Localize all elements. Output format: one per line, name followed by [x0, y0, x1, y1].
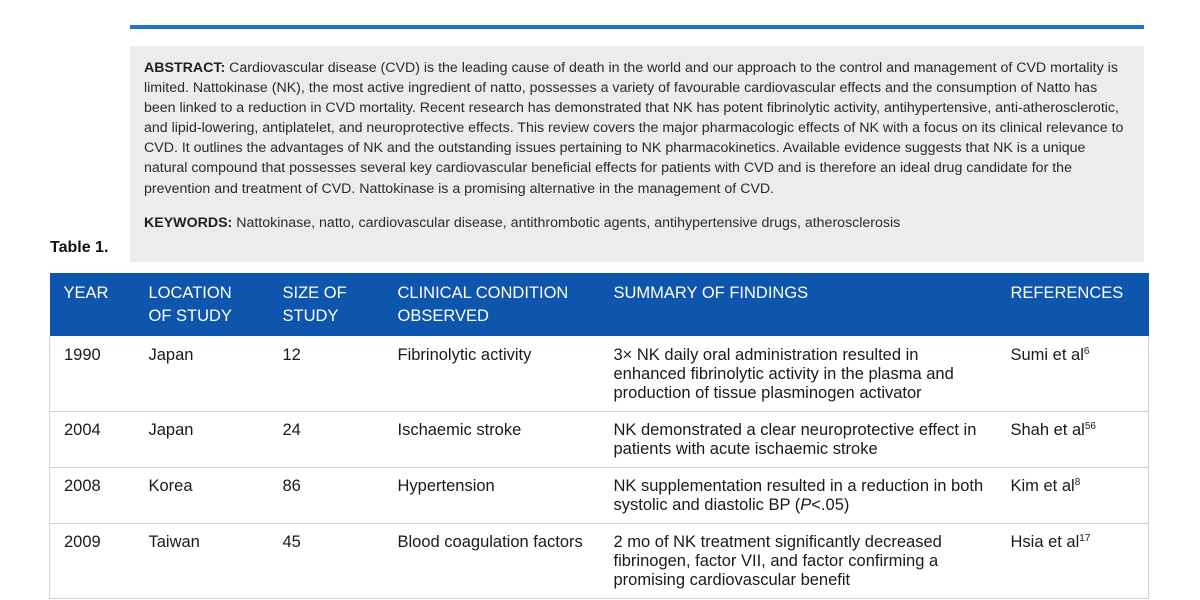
header-location: LOCATION OF STUDY [135, 273, 269, 336]
cell-summary: NK supplementation resulted in a reduction in both systolic and diastolic BP (P<.05) [600, 468, 997, 524]
cell-reference: Hsia et $al^{17}$ [997, 524, 1149, 599]
cell-year: 2009 [50, 524, 135, 599]
abstract-box [130, 46, 1144, 262]
cell-condition: Hypertension [384, 468, 600, 524]
table-header-row [50, 273, 1149, 336]
header-condition: CLINICAL CONDITION OBSERVED [384, 273, 600, 336]
cell-condition: Blood coagulation factors [384, 524, 600, 599]
cell-year: 2004 [50, 412, 135, 468]
cell-condition: Fibrinolytic activity [384, 336, 600, 412]
cell-summary: 2 mo of NK treatment significantly decreased fibrinogen, factor VII, and factor confirming a promising cardiovascular benefit [600, 524, 997, 599]
abstract-text: Cardiovascular disease (CVD) is the leading cause of death in the world and our approach to the control and management of CVD mortality is limited. Nattokinase (NK), the most active ingredient of natto, possesses a variety of favourable cardiovascular effects and the consumption of Natto has been linked to a reduction in CVD mortality. Recent research has demonstrated that NK has potent fibrinolytic activity, antihypertensive, anti-atherosclerotic, and lipid-lowering, antiplatelet, and neuroprotective effects. This review covers the major pharmacologic effects of NK with a focus on its clinical relevance to CVD. It outlines the advantages of NK and the outstanding issues pertaining to NK pharmacokinetics. Available evidence suggests that NK is a unique natural compound that possesses several key cardiovascular beneficial effects for patients with CVD and is therefore an ideal drug candidate for the prevention and treatment of CVD. Nattokinase is a promising alternative in the management of CVD. [144, 60, 1124, 197]
reference-number: 6 [1083, 346, 1090, 357]
keywords-paragraph [144, 213, 1126, 233]
cell-size: 24 [269, 412, 384, 468]
table-row [50, 336, 1149, 412]
findings-table [49, 273, 1149, 599]
cell-summary: NK demonstrated a clear neuroprotective effect in patients with acute ischaemic stroke [600, 412, 997, 468]
cell-summary: 3× NK daily oral administration resulted in enhanced fibrinolytic activity in the plasma and production of tissue plasminogen activator [600, 336, 997, 412]
cell-size: 86 [269, 468, 384, 524]
keywords-label: KEYWORDS: [144, 214, 233, 231]
abstract-label: ABSTRACT: [144, 60, 226, 76]
cell-location: Taiwan [135, 524, 269, 599]
table-row [50, 412, 1149, 468]
cell-reference: Shah et $al^{56}$ [997, 412, 1149, 468]
table-caption: Table 1. [50, 239, 109, 256]
header-summary: SUMMARY OF FINDINGS [600, 273, 997, 336]
cell-reference: Kim et $al^8$ [997, 468, 1149, 524]
top-accent-rule [130, 25, 1144, 29]
table-row [50, 524, 1149, 599]
cell-year: 2008 [50, 468, 135, 524]
keywords-text: Nattokinase, natto, cardiovascular disease, antithrombotic agents, antihypertensive drugs, atherosclerosis [236, 214, 901, 231]
header-year: YEAR [50, 273, 135, 336]
table-row [50, 468, 1149, 524]
cell-location: Japan [135, 412, 269, 468]
abstract-paragraph [144, 58, 1126, 199]
header-references: REFERENCES [997, 273, 1149, 336]
reference-number: 56 [1084, 421, 1096, 432]
cell-year: 1990 [50, 336, 135, 412]
cell-size: 12 [269, 336, 384, 412]
reference-number: 17 [1079, 533, 1091, 544]
cell-location: Japan [135, 336, 269, 412]
cell-condition: Ischaemic stroke [384, 412, 600, 468]
reference-number: 8 [1074, 477, 1081, 488]
header-size: SIZE OF STUDY [269, 273, 384, 336]
cell-reference: Sumi et $al^6$ [997, 336, 1149, 412]
cell-size: 45 [269, 524, 384, 599]
cell-location: Korea [135, 468, 269, 524]
